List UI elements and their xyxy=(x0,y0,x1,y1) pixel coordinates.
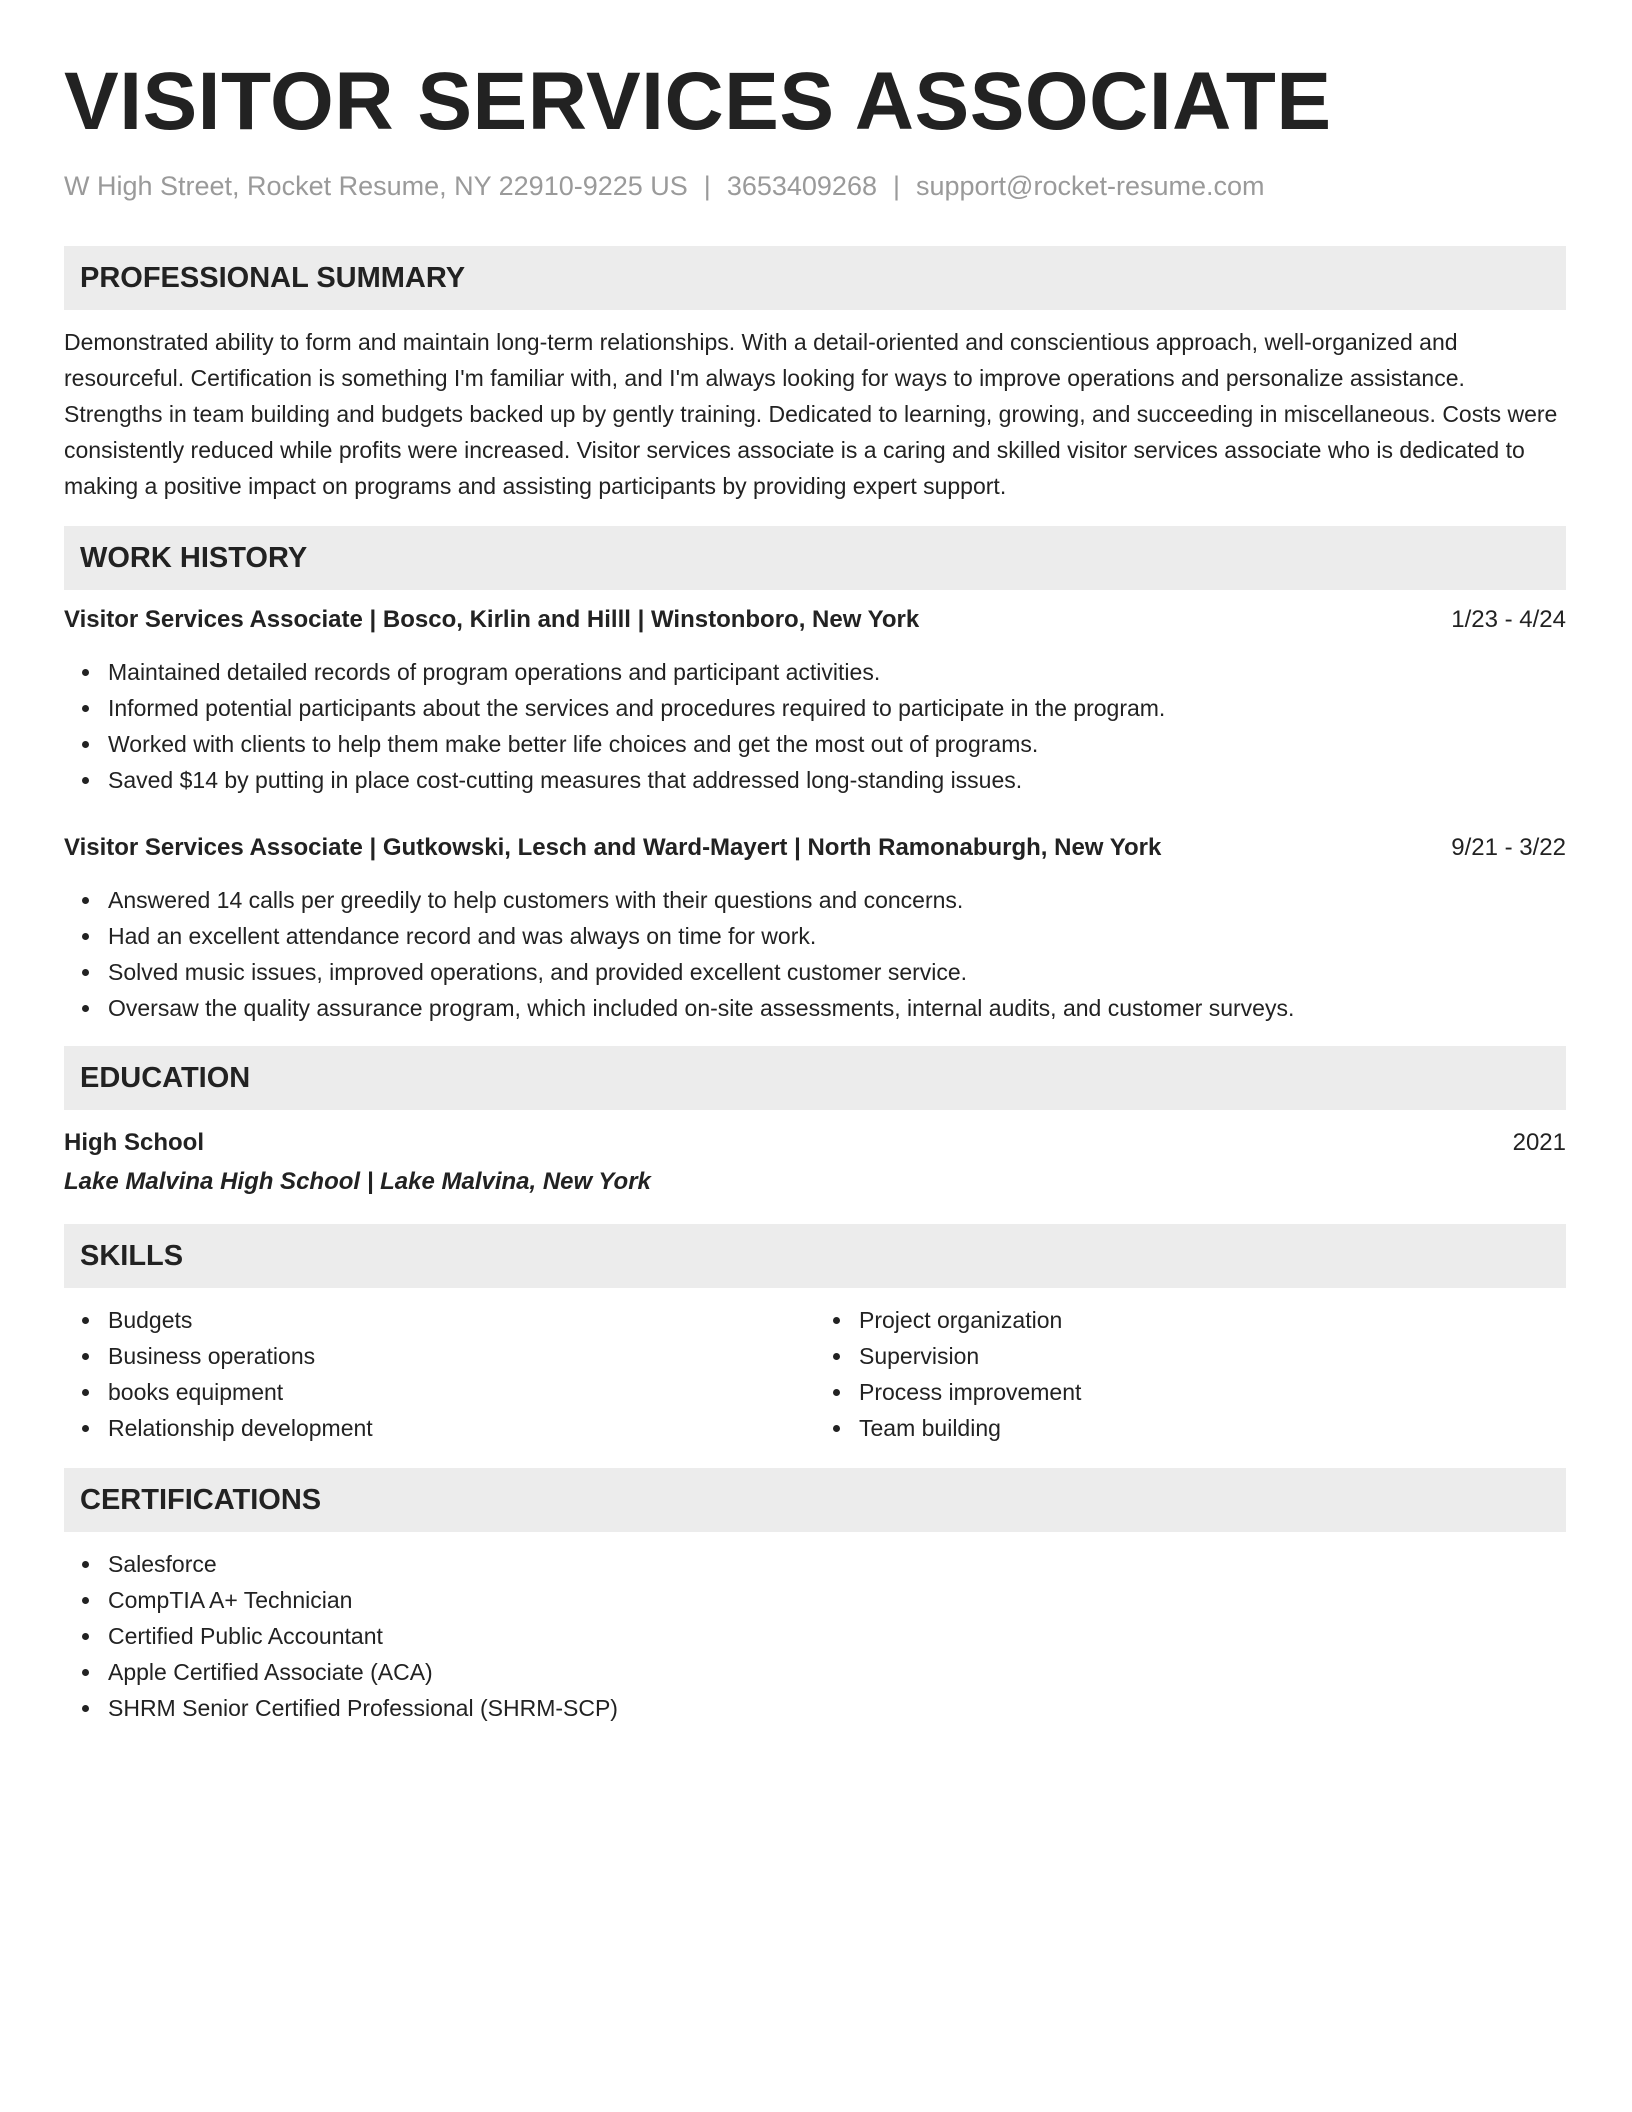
section-heading-work: WORK HISTORY xyxy=(64,526,1566,590)
summary-text: Demonstrated ability to form and maintain long-term relationships. With a detail-oriented and conscientious approach, well-organized and resourceful. Certification is something I'm familiar with, and I'm always looking for ways to improve operations and personalize assistance. Strengths in team building and budgets backed up by gently training. Dedicated to learning, growing, and succeeding in miscellaneous. Costs were consistently reduced while profits were increased. Visitor services associate is a caring and skilled visitor services associate who is dedicated to making a positive impact on programs and assisting participants by providing expert support. xyxy=(64,329,1558,499)
list-item: Team building xyxy=(859,1410,1566,1446)
list-item: Informed potential participants about the services and procedures required to participate in the program. xyxy=(108,690,1566,726)
list-item: Saved $14 by putting in place cost-cutting measures that addressed long-standing issues. xyxy=(108,762,1566,798)
list-item: Answered 14 calls per greedily to help customers with their questions and concerns. xyxy=(108,882,1566,918)
job-entry xyxy=(64,602,1566,798)
education-degree: High School xyxy=(64,1129,204,1156)
list-item: Salesforce xyxy=(108,1546,1566,1582)
list-item: Maintained detailed records of program operations and participant activities. xyxy=(108,654,1566,690)
job-bullets xyxy=(64,654,1566,798)
list-item: SHRM Senior Certified Professional (SHRM-SCP) xyxy=(108,1690,1566,1726)
job-dates: 9/21 - 3/22 xyxy=(1451,834,1566,861)
contact-email: support@rocket-resume.com xyxy=(916,171,1265,201)
skills-grid xyxy=(64,1302,1566,1446)
education-school: Lake Malvina High School | Lake Malvina, New York xyxy=(64,1168,651,1195)
job-dates: 1/23 - 4/24 xyxy=(1451,606,1566,633)
contact-separator: | xyxy=(703,171,711,201)
certifications-list xyxy=(64,1546,1566,1726)
resume-page xyxy=(64,0,1566,1726)
candidate-name: VISITOR SERVICES ASSOCIATE xyxy=(64,56,1332,147)
list-item: Oversaw the quality assurance program, which included on-site assessments, internal audits, and customer surveys. xyxy=(108,990,1566,1026)
list-item: Process improvement xyxy=(859,1374,1566,1410)
skills-column-left xyxy=(64,1302,815,1446)
section-heading-education: EDUCATION xyxy=(64,1046,1566,1110)
section-heading-certifications: CERTIFICATIONS xyxy=(64,1468,1566,1532)
list-item: Project organization xyxy=(859,1302,1566,1338)
list-item: Relationship development xyxy=(108,1410,815,1446)
job-title: Visitor Services Associate | Bosco, Kirlin and Hilll | Winstonboro, New York xyxy=(64,606,920,633)
job-header xyxy=(64,830,1566,866)
list-item: Had an excellent attendance record and was always on time for work. xyxy=(108,918,1566,954)
education-year: 2021 xyxy=(1512,1129,1566,1156)
job-header xyxy=(64,602,1566,638)
education-entry xyxy=(64,1124,1566,1202)
contact-phone: 3653409268 xyxy=(726,171,877,201)
section-heading-summary: PROFESSIONAL SUMMARY xyxy=(64,246,1566,310)
list-item: CompTIA A+ Technician xyxy=(108,1582,1566,1618)
section-heading-skills: SKILLS xyxy=(64,1224,1566,1288)
contact-line xyxy=(64,166,1566,206)
list-item: Solved music issues, improved operations, and provided excellent customer service. xyxy=(108,954,1566,990)
list-item: Apple Certified Associate (ACA) xyxy=(108,1654,1566,1690)
education-header xyxy=(64,1124,1566,1162)
list-item: Worked with clients to help them make better life choices and get the most out of programs. xyxy=(108,726,1566,762)
list-item: Certified Public Accountant xyxy=(108,1618,1566,1654)
job-entry xyxy=(64,830,1566,1026)
list-item: Business operations xyxy=(108,1338,815,1374)
job-bullets xyxy=(64,882,1566,1026)
contact-address: W High Street, Rocket Resume, NY 22910-9225 US xyxy=(64,171,688,201)
list-item: Budgets xyxy=(108,1302,815,1338)
skills-column-right xyxy=(815,1302,1566,1446)
list-item: books equipment xyxy=(108,1374,815,1410)
list-item: Supervision xyxy=(859,1338,1566,1374)
job-title: Visitor Services Associate | Gutkowski, Lesch and Ward-Mayert | North Ramonaburgh, New York xyxy=(64,834,1162,861)
contact-separator: | xyxy=(892,171,900,201)
